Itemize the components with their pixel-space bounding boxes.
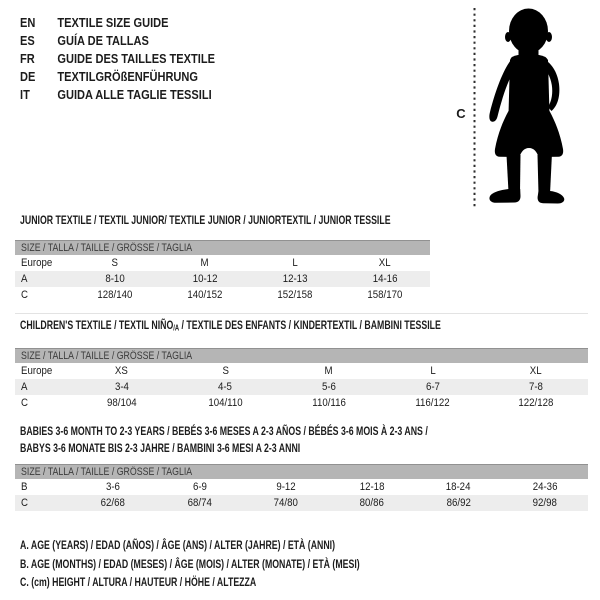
lang-code: IT: [20, 86, 30, 102]
table-row: [15, 255, 430, 271]
lang-row-en: [20, 13, 215, 31]
size-value-cell: 12-13: [282, 273, 308, 285]
lang-row-fr: [20, 49, 215, 67]
size-value-cell: 3-4: [114, 381, 129, 393]
size-value-cell: 74/80: [273, 497, 298, 509]
lang-code: EN: [20, 14, 36, 30]
size-value-cell: XS: [115, 365, 129, 377]
row-label-cell: B: [21, 481, 28, 493]
size-value-cell: S: [111, 257, 119, 269]
size-value-cell: 62/68: [101, 497, 126, 509]
row-label-cell: A: [21, 273, 28, 285]
size-value-cell: 9-12: [276, 481, 296, 493]
lang-label: GUIDA ALLE TAGLIE TESSILI: [57, 86, 212, 102]
lang-code: DE: [20, 68, 36, 84]
size-value-cell: 98/104: [106, 397, 137, 409]
children-heading-sub: /A: [173, 323, 180, 333]
row-label-cell: C: [21, 397, 28, 409]
lang-label: TEXTILGRÖßENFÜHRUNG: [57, 68, 198, 84]
table-row: [15, 363, 588, 379]
children-size-table: [15, 348, 588, 411]
lang-code: FR: [20, 50, 35, 66]
size-header-bar: [15, 348, 588, 363]
legend-note-a: A. AGE (YEARS) / EDAD (AÑOS) / ÂGE (ANS) / ALTER (JAHRE) / ETÀ (ANNI): [20, 538, 336, 552]
size-value-cell: L: [429, 365, 436, 377]
table-row: [15, 379, 588, 395]
row-label-cell: Europe: [21, 257, 53, 269]
size-value-cell: XL: [379, 257, 391, 269]
section-divider: [15, 313, 588, 314]
table-row: [15, 495, 588, 511]
table-row: [15, 271, 430, 287]
lang-label: GUIDE DES TAILLES TEXTILE: [57, 50, 215, 66]
size-header-text: SIZE / TALLA / TAILLE / GRÖSSE / TAGLIA: [21, 466, 193, 478]
size-value-cell: 158/170: [367, 289, 403, 301]
lang-label: TEXTILE SIZE GUIDE: [57, 14, 169, 30]
table-row: [15, 479, 588, 495]
size-value-cell: 128/140: [97, 289, 133, 301]
size-value-cell: 116/122: [415, 397, 450, 409]
size-value-cell: 3-6: [106, 481, 121, 493]
size-value-cell: 14-16: [372, 273, 398, 285]
lang-row-it: [20, 85, 215, 103]
babies-heading-line2: BABYS 3-6 MONATE BIS 2-3 JAHRE / BAMBINI 3-6 MESI A 2-3 ANNI: [20, 441, 301, 455]
babies-section-heading: [20, 423, 428, 457]
legend-note-c: C. (cm) HEIGHT / ALTURA / HAUTEUR / HÖHE / ALTEZZA: [20, 575, 257, 589]
lang-row-es: [20, 31, 215, 49]
height-measure-dotted-line: [473, 8, 476, 209]
babies-size-table: [15, 464, 588, 511]
size-value-cell: L: [292, 257, 298, 269]
size-value-cell: 122/128: [518, 397, 554, 409]
size-value-cell: 152/158: [277, 289, 313, 301]
size-value-cell: 110/116: [312, 397, 346, 409]
height-measure-label-c: C: [456, 106, 466, 121]
size-header-bar: [15, 464, 588, 479]
baby-silhouette-icon: [485, 6, 590, 210]
row-label-cell: C: [21, 289, 28, 301]
size-header-text: SIZE / TALLA / TAILLE / GRÖSSE / TAGLIA: [21, 242, 193, 254]
row-label-cell: C: [21, 497, 28, 509]
lang-row-de: [20, 67, 215, 85]
language-title-block: [20, 13, 249, 103]
size-value-cell: 68/74: [187, 497, 212, 509]
size-value-cell: 7-8: [529, 381, 544, 393]
table-row: [15, 287, 430, 303]
size-value-cell: 24-36: [532, 481, 558, 493]
legend-note-b: B. AGE (MONTHS) / EDAD (MESES) / ÂGE (MOIS) / ALTER (MONATE) / ETÀ (MESI): [20, 556, 360, 571]
junior-section-heading: JUNIOR TEXTILE / TEXTIL JUNIOR/ TEXTILE JUNIOR / JUNIORTEXTIL / JUNIOR TESSILE: [20, 213, 391, 227]
size-value-cell: 6-7: [425, 381, 440, 393]
lang-code: ES: [20, 32, 35, 48]
babies-heading-line1: BABIES 3-6 MONTH TO 2-3 YEARS / BEBÉS 3-6 MESES A 2-3 AÑOS / BÉBÉS 3-6 MOIS À 2-3 ANS /: [20, 424, 428, 438]
size-value-cell: 18-24: [446, 481, 471, 493]
size-value-cell: 6-9: [192, 481, 207, 493]
children-heading-pre: CHILDREN'S TEXTILE / TEXTIL NIÑO: [20, 318, 174, 332]
size-value-cell: 86/92: [446, 497, 471, 509]
size-value-cell: S: [222, 365, 229, 377]
children-section-heading: [20, 317, 441, 337]
size-value-cell: 10-12: [192, 273, 218, 285]
size-value-cell: M: [324, 365, 334, 377]
children-heading-post: / TEXTILE DES ENFANTS / KINDERTEXTIL / BAMBINI TESSILE: [179, 318, 441, 332]
size-value-cell: XL: [530, 365, 543, 377]
junior-size-table: [15, 240, 430, 303]
size-value-cell: 8-10: [105, 273, 125, 285]
size-header-bar: [15, 240, 430, 255]
table-row: [15, 395, 588, 411]
row-label-cell: A: [21, 381, 28, 393]
size-value-cell: 80/86: [360, 497, 385, 509]
size-value-cell: 92/98: [532, 497, 557, 509]
size-value-cell: 5-6: [321, 381, 336, 393]
size-value-cell: 140/152: [187, 289, 223, 301]
size-value-cell: 12-18: [359, 481, 385, 493]
row-label-cell: Europe: [21, 365, 53, 377]
size-value-cell: 104/110: [208, 397, 243, 409]
size-value-cell: 4-5: [218, 381, 233, 393]
lang-label: GUÍA DE TALLAS: [57, 32, 149, 48]
legend-notes: [20, 536, 485, 592]
size-header-text: SIZE / TALLA / TAILLE / GRÖSSE / TAGLIA: [21, 350, 193, 362]
size-value-cell: M: [200, 257, 210, 269]
